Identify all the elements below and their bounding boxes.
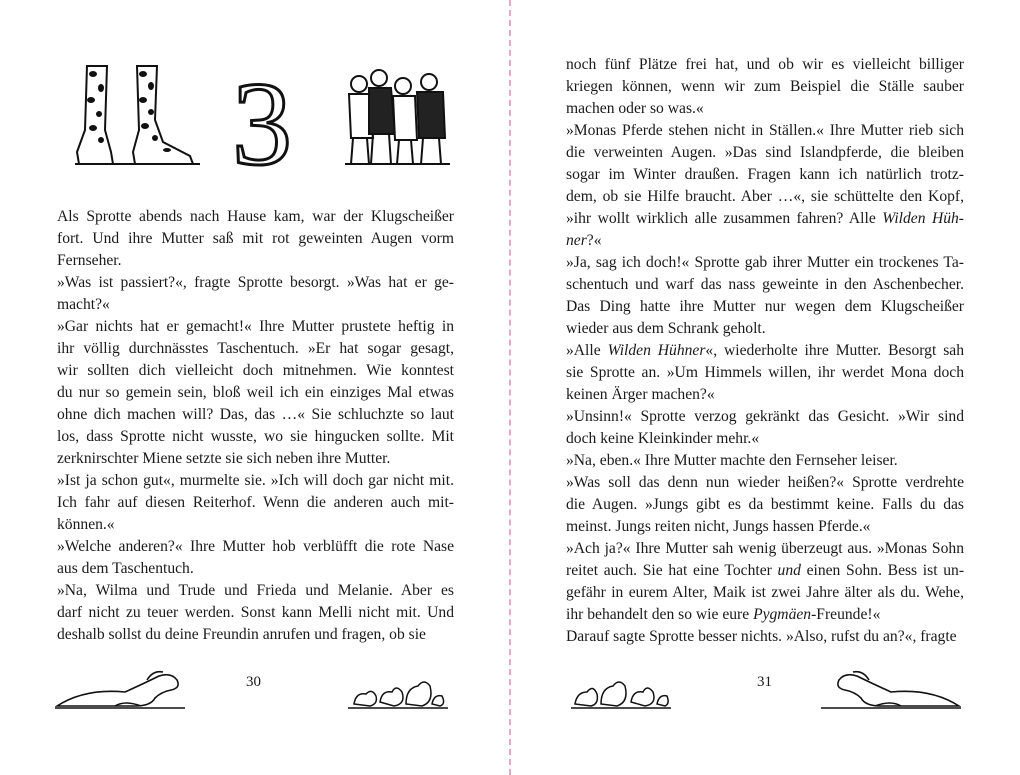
left-paragraph bbox=[57, 206, 454, 272]
text-line: zerknirschter Miene setzte sie sich neben ihre Mutter. bbox=[57, 450, 391, 467]
text-line: schentuch und warf das nass geweinte in den Aschenbecher. bbox=[566, 276, 964, 293]
right-paragraph bbox=[566, 450, 964, 472]
left-paragraph bbox=[57, 316, 454, 470]
text-line: »ihr wollt wirklich alle zusammen fahren? Alle Wilden Hüh- bbox=[566, 210, 964, 227]
left-paragraph bbox=[57, 272, 454, 316]
text-line: Fernseher. bbox=[57, 252, 122, 269]
text-line: die Augen. »Jungs gibt es da bestimmt keine. Falls du das bbox=[566, 496, 964, 513]
text-line: »Gar nichts hat er gemacht!« Ihre Mutter prustete heftig in bbox=[57, 318, 454, 335]
text-line: »Alle Wilden Hühner«, wiederholte ihre Mutter. Besorgt sah bbox=[566, 342, 964, 359]
text-line: ihr behandelt den so wie eure Pygmäen-Freunde!« bbox=[566, 606, 881, 623]
group-of-kids-drawing bbox=[345, 70, 450, 164]
text-line: »Ach ja?« Ihre Mutter sah wenig überzeugt aus. »Monas Sohn bbox=[566, 540, 964, 557]
text-line: meinst. Jungs reiten nicht, Jungs hassen Pferde.« bbox=[566, 518, 871, 535]
right-page bbox=[511, 0, 1020, 775]
text-line: »Welche anderen?« Ihre Mutter hob verblüfft die rote Nase bbox=[57, 538, 454, 555]
left-paragraph bbox=[57, 580, 454, 646]
right-page-text bbox=[566, 54, 964, 648]
left-page bbox=[0, 0, 509, 775]
text-line: ohne dich machen will? Das, das …« Sie schluchzte so laut bbox=[57, 406, 454, 423]
text-line: fort. Und ihre Mutter saß mit rot geweinten Augen vorm bbox=[57, 230, 454, 247]
text-line: »Ja, sag ich doch!« Sprotte gab ihrer Mutter ein trockenes Ta- bbox=[566, 254, 964, 271]
text-line: los, dass Sprotte nicht wusste, wo sie hingucken sollte. Mit bbox=[57, 428, 454, 445]
text-line: Als Sprotte abends nach Hause kam, war der Klugscheißer bbox=[57, 208, 454, 225]
left-paragraph bbox=[57, 536, 454, 580]
text-line: machen oder so was.« bbox=[566, 100, 704, 117]
text-line: »Unsinn!« Sprotte verzog gekränkt das Gesicht. »Wir sind bbox=[566, 408, 964, 425]
text-line: noch fünf Plätze frei hat, und ob wir es vielleicht billiger bbox=[566, 56, 964, 73]
text-line: darf nicht zu teuer werden. Sonst kann Melli nicht mit. Und bbox=[57, 604, 454, 621]
chickens-drawing-right bbox=[571, 662, 671, 712]
text-line: sogar im Winter draußen. Fragen kann ich natürlich trotz- bbox=[566, 166, 964, 183]
text-line: wieder aus dem Schrank geholt. bbox=[566, 320, 766, 337]
text-line: sie Sprotte an. »Um Himmels willen, ihr werdet Mona doch bbox=[566, 364, 964, 381]
text-line: »Na, Wilma und Trude und Frieda und Melanie. Aber es bbox=[57, 582, 454, 599]
left-page-text bbox=[57, 206, 454, 646]
text-line: wir sollten dich vielleicht doch mitnehmen. Wie konntest bbox=[57, 362, 454, 379]
text-line: kriegen können, wenn wir zum Beispiel die Ställe sauber bbox=[566, 78, 964, 95]
text-line: dem, ob sie Hilfe braucht. Aber …«, sie schüttelte den Kopf, bbox=[566, 188, 964, 205]
text-line: aus dem Taschentuch. bbox=[57, 560, 194, 577]
text-line: keinen Ärger machen?« bbox=[566, 386, 715, 403]
text-line: Ich fahr auf diesen Reiterhof. Wenn die anderen auch mit- bbox=[57, 494, 454, 511]
text-line: reitet auch. Sie hat eine Tochter und einen Sohn. Bess ist un- bbox=[566, 562, 965, 579]
right-paragraph bbox=[566, 406, 964, 450]
text-line: die verweinten Augen. »Das sind Islandpferde, die bleiben bbox=[566, 144, 964, 161]
text-line: ihr völlig durchnässtes Taschentuch. »Er hat sogar gesagt, bbox=[57, 340, 454, 357]
page-number-right: 31 bbox=[757, 674, 772, 690]
horse-lying-drawing bbox=[55, 662, 185, 712]
right-paragraph bbox=[566, 340, 964, 406]
left-paragraph bbox=[57, 470, 454, 536]
text-line: du nur so gemein sein, bloß weil ich ein einziges Mal etwas bbox=[57, 384, 454, 401]
text-line: »Na, eben.« Ihre Mutter machte den Fernseher leiser. bbox=[566, 452, 898, 469]
text-line: ner?« bbox=[566, 232, 602, 249]
text-line: »Ist ja schon gut«, murmelte sie. »Ich will doch gar nicht mit. bbox=[57, 472, 454, 489]
right-paragraph bbox=[566, 252, 964, 340]
right-paragraph bbox=[566, 54, 964, 120]
text-line: Das Ding hatte ihre Mutter nur wegen dem Klugscheißer bbox=[566, 298, 964, 315]
right-paragraph bbox=[566, 626, 964, 648]
leopard-legs-drawing bbox=[75, 66, 200, 164]
chapter-number: 3 bbox=[232, 60, 292, 170]
right-paragraph bbox=[566, 472, 964, 538]
horse-lying-drawing-right bbox=[821, 662, 961, 712]
text-line: gefähr in eurem Alter, Maik ist zwei Jahre älter als du. Wehe, bbox=[566, 584, 964, 601]
text-line: »Was ist passiert?«, fragte Sprotte besorgt. »Was hat er ge- bbox=[57, 274, 454, 291]
chickens-drawing bbox=[348, 662, 448, 712]
text-line: deshalb sollst du deine Freundin anrufen und fragen, ob sie bbox=[57, 626, 426, 643]
text-line: »Monas Pferde stehen nicht in Ställen.« Ihre Mutter rieb sich bbox=[566, 122, 964, 139]
text-line: doch keine Kleinkinder mehr.« bbox=[566, 430, 760, 447]
text-line: können.« bbox=[57, 516, 115, 533]
right-paragraph bbox=[566, 120, 964, 252]
right-paragraph bbox=[566, 538, 964, 626]
chapter-illustration bbox=[55, 60, 455, 170]
text-line: macht?« bbox=[57, 296, 110, 313]
text-line: Darauf sagte Sprotte besser nichts. »Also, rufst du an?«, fragte bbox=[566, 628, 957, 645]
text-line: »Was soll das denn nun wieder heißen?« Sprotte verdrehte bbox=[566, 474, 964, 491]
page-number-left: 30 bbox=[246, 674, 261, 690]
